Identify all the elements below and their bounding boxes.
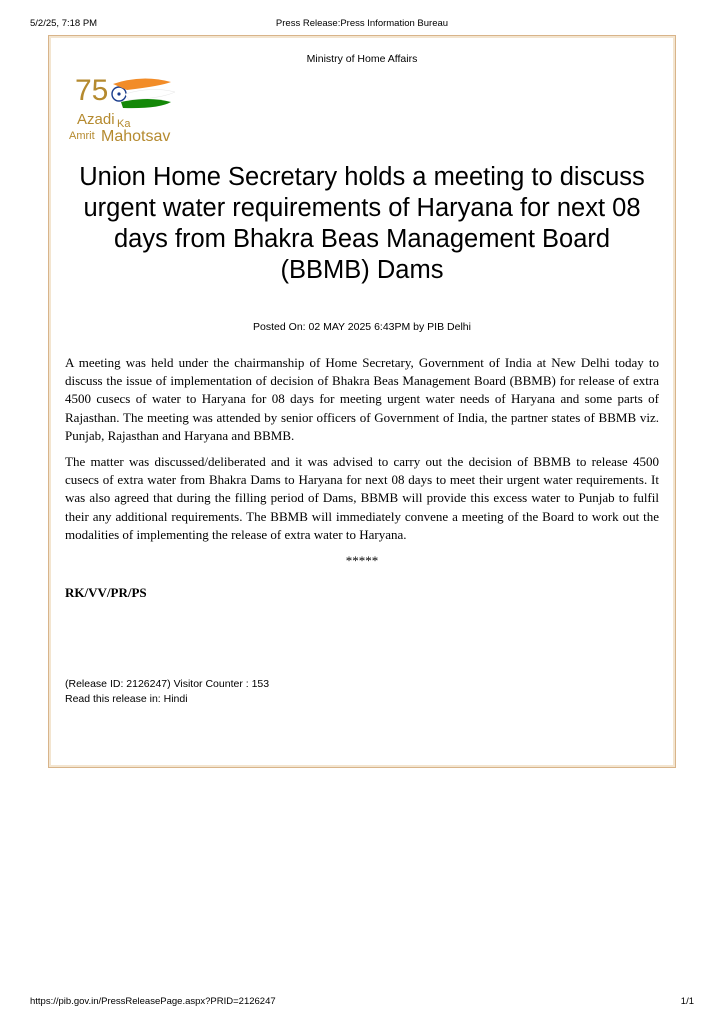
print-page-number: 1/1 — [680, 996, 694, 1007]
logo-mahotsav: Mahotsav — [101, 128, 171, 145]
paragraph: The matter was discussed/deliberated and it was advised to carry out the decision of BBMB to release 4500 cusecs of extra water from Bhakra Dams to Haryana for next 08 days to meet their urgent water requirements. It was also agreed that during the filling period of Dams, BBMB will provide this excess water to Punjab to fulfil their any additional requirements. The BBMB will immediately convene a meeting of the Board to work out the modalities of implementing the release of extra water to Haryana. — [65, 454, 659, 542]
page-title: Union Home Secretary holds a meeting to discuss urgent water requirements of Haryana for next 08 days from Bhakra Beas Management Board (BBMB) Dams — [79, 163, 645, 284]
print-url: https://pib.gov.in/PressReleasePage.aspx?PRID=2126247 — [30, 996, 276, 1007]
logo-amrit: Amrit — [69, 130, 95, 142]
release-info — [65, 677, 269, 707]
language-line[interactable]: Read this release in: Hindi — [65, 693, 188, 705]
azadi-ka-amrit-mahotsav-logo — [67, 66, 207, 146]
press-release-frame — [48, 35, 676, 768]
print-datetime: 5/2/25, 7:18 PM — [30, 18, 98, 29]
logo-number: 75 — [75, 74, 109, 107]
logo-azadi: Azadi — [77, 111, 115, 128]
signature-code: RK/VV/PR/PS — [65, 585, 147, 601]
paragraph: A meeting was held under the chairmanship of Home Secretary, Government of India at New Delhi today to discuss the issue of implementation of decision of Bhakra Beas Management Board (BBMB) for release of extra 4500 cusecs of water to Haryana for 08 days for meeting urgent water needs of Haryana and some parts of Rajasthan. The meeting was attended by senior officers of Government of India, the partner states of BBMB viz. Punjab, Rajasthan and Haryana and BBMB. — [65, 355, 659, 443]
print-footer — [30, 996, 694, 1010]
article-body — [65, 354, 659, 602]
logo-ka: Ka — [117, 118, 131, 130]
print-header — [30, 18, 694, 32]
release-id-line: (Release ID: 2126247) Visitor Counter : 153 — [65, 678, 270, 690]
ministry-name: Ministry of Home Affairs — [306, 53, 418, 65]
print-page-title: Press Release:Press Information Bureau — [275, 18, 449, 29]
separator-stars: ***** — [345, 553, 379, 569]
posted-on: Posted On: 02 MAY 2025 6:43PM by PIB Delhi — [253, 321, 471, 333]
